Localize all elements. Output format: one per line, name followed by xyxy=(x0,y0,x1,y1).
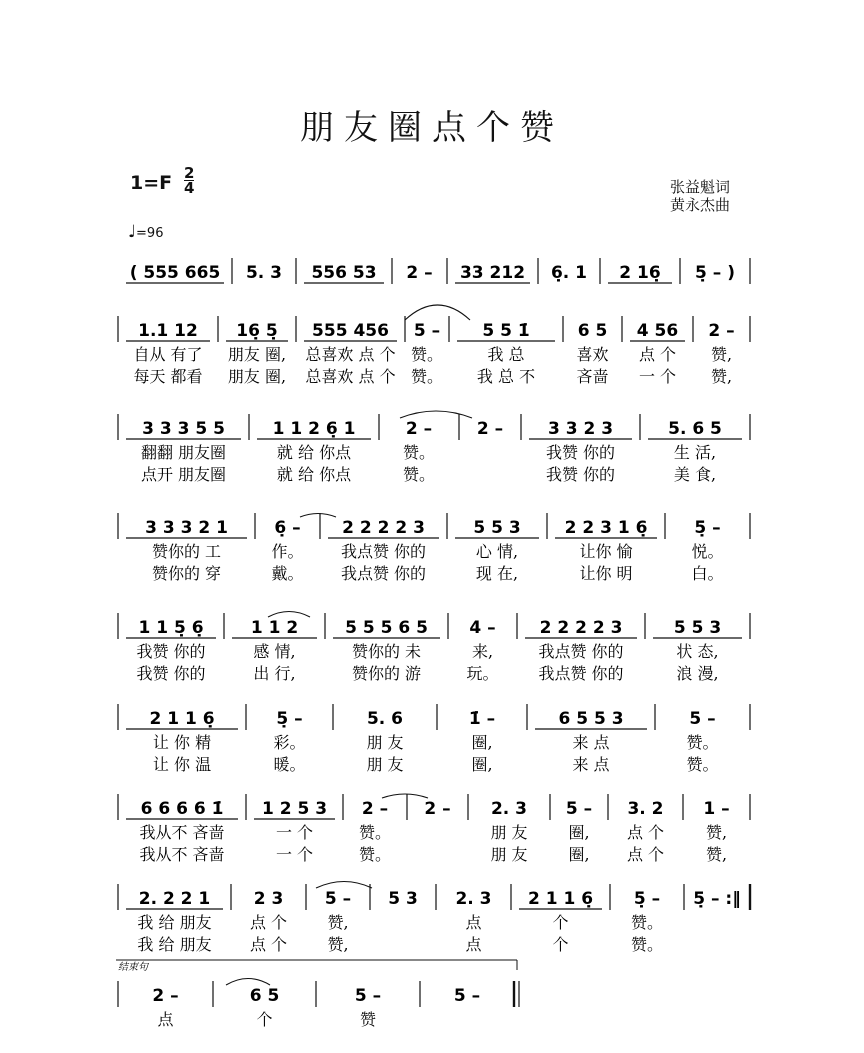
time-signature-bottom: 4 xyxy=(184,179,195,197)
quarter-note-icon: ♩ xyxy=(128,222,137,242)
lyric-verse-2: 朋 友 xyxy=(490,845,528,864)
lyric-verse-2: 我点赞 你的 xyxy=(340,564,427,583)
lyric-verse-2: 我赞 你的 xyxy=(136,664,206,683)
measure-notes: 5 5 1̇ xyxy=(482,321,530,341)
lyric-verse-2: 白。 xyxy=(691,564,724,583)
measure-notes: 16̣ 5̣ xyxy=(236,321,278,341)
lyric-verse-1: 赞, xyxy=(710,345,733,364)
measure-notes: 5 – xyxy=(565,799,593,819)
lyric-verse-1: 点 个 xyxy=(249,913,288,932)
lyric-verse-1: 点 xyxy=(157,1010,174,1029)
lyric-verse-1: 赞。 xyxy=(358,823,392,842)
measure-notes: 3 3 2 3 xyxy=(547,419,614,439)
lyric-verse-1: 赞, xyxy=(705,823,728,842)
lyric-verse-1: 来 点 xyxy=(572,733,610,752)
lyric-verse-1: 我赞 你的 xyxy=(545,443,616,462)
lyric-verse-2: 每天 都看 xyxy=(133,367,203,386)
lyric-verse-2: 个 xyxy=(552,935,569,954)
lyric-verse-2: 浪 漫, xyxy=(676,664,719,683)
measure-notes: 555 456 xyxy=(312,321,389,341)
lyric-verse-2: 点 个 xyxy=(249,935,288,954)
measure-notes: 4 56 xyxy=(636,321,679,341)
measure-notes: 1.1 12 xyxy=(138,321,198,341)
lyric-verse-1: 悦。 xyxy=(691,542,724,561)
lyric-verse-1: 朋 友 xyxy=(366,733,404,752)
lyric-verse-1: 就 给 你点 xyxy=(276,443,352,462)
slur xyxy=(382,794,428,798)
measure-notes: ( 555 665 xyxy=(129,263,221,283)
measure-notes: 2 – xyxy=(152,986,179,1006)
measure-notes: 6 6 6 6 1̇ xyxy=(140,799,224,819)
measure-notes: 2. 3 xyxy=(490,799,528,819)
measure-notes: 2 2 2 2 3 xyxy=(342,518,425,538)
measure-notes: 2 3 xyxy=(253,889,284,909)
measure-notes: 5 3 xyxy=(388,889,418,909)
lyric-verse-1: 心 情, xyxy=(475,542,519,561)
measure-notes: 2 2 3 1 6̣ xyxy=(564,518,648,538)
measure-notes: 1 1 2 xyxy=(250,618,299,638)
lyric-verse-1: 总喜欢 点 个 xyxy=(305,345,396,364)
lyric-verse-2: 一 个 xyxy=(638,367,677,386)
lyric-verse-2: 赞, xyxy=(327,935,349,954)
lyric-verse-2: 一 个 xyxy=(275,845,314,864)
lyric-verse-1: 我从不 吝啬 xyxy=(139,823,225,842)
lyric-verse-2: 吝啬 xyxy=(576,367,609,386)
measure-notes: 2 – xyxy=(361,799,389,819)
lyric-verse-1: 自从 有了 xyxy=(133,345,203,364)
measure-notes: 5 5 3 xyxy=(673,618,722,638)
lyric-verse-1: 朋 友 xyxy=(490,823,528,842)
measure-notes: 5 – xyxy=(324,889,352,909)
lyric-verse-1: 赞 xyxy=(359,1010,377,1029)
lyric-verse-2: 戴。 xyxy=(271,564,304,583)
measure-notes: 3 3 3 5 5 xyxy=(142,419,225,439)
lyric-verse-2: 点 xyxy=(465,935,482,954)
measure-notes: 5 – xyxy=(689,709,716,729)
measure-notes: 5̣ – xyxy=(633,889,661,909)
lyric-verse-1: 朋友 圈, xyxy=(227,345,287,364)
lyric-verse-1: 赞你的 工 xyxy=(151,542,222,561)
lyric-verse-1: 圈, xyxy=(568,823,590,842)
measure-notes: 6 5 5 3 xyxy=(558,709,624,729)
measure-notes: 5̣ – :‖ xyxy=(693,889,741,909)
slur xyxy=(405,305,470,320)
measure-notes: 5 – xyxy=(413,321,441,341)
lyric-verse-2: 我 给 朋友 xyxy=(137,935,212,954)
slur xyxy=(316,882,372,889)
slur xyxy=(400,411,472,418)
lyric-verse-1: 彩。 xyxy=(273,733,306,752)
measure-notes: 5̣ – xyxy=(694,518,721,538)
lyric-verse-1: 赞。 xyxy=(686,733,719,752)
measure-notes: 6̣ – xyxy=(274,518,301,538)
lyric-verse-2: 朋友 圈, xyxy=(227,367,287,386)
lyric-verse-1: 生 活, xyxy=(673,443,717,462)
measure-notes: 2 – xyxy=(424,799,451,819)
lyric-verse-1: 我点赞 你的 xyxy=(340,542,427,561)
measure-notes: 2 – xyxy=(405,419,433,439)
lyric-verse-1: 我点赞 你的 xyxy=(538,642,624,661)
lyric-verse-1: 我 给 朋友 xyxy=(137,913,212,932)
lyric-verse-1: 状 态, xyxy=(676,642,719,661)
lyric-verse-1: 个 xyxy=(552,913,569,932)
lyric-verse-1: 让你 愉 xyxy=(579,542,633,561)
lyric-verse-2: 我点赞 你的 xyxy=(538,664,624,683)
measure-notes: 556 53 xyxy=(311,263,377,283)
tempo-value: =96 xyxy=(136,226,164,241)
lyric-verse-1: 点 xyxy=(465,913,482,932)
lyric-verse-2: 就 给 你点 xyxy=(276,465,352,484)
lyric-verse-1: 个 xyxy=(256,1010,273,1029)
lyric-verse-2: 圈, xyxy=(471,755,493,774)
lyric-verse-2: 赞。 xyxy=(686,755,719,774)
measure-notes: 1 1 5̣ 6̣ xyxy=(138,618,204,638)
lyric-verse-2: 赞。 xyxy=(630,935,664,954)
measure-notes: 5̣ – xyxy=(276,709,303,729)
slur xyxy=(226,979,270,986)
measure-notes: 3 3 3 2 1 xyxy=(145,518,228,538)
lyric-verse-1: 赞。 xyxy=(402,443,436,462)
measure-notes: 2 1 1 6̣ xyxy=(149,709,215,729)
lyric-verse-2: 赞, xyxy=(710,367,733,386)
lyric-verse-1: 来, xyxy=(471,642,494,661)
lyric-verse-1: 感 情, xyxy=(253,642,296,661)
measure-notes: 2 16̣ xyxy=(619,263,661,283)
measure-notes: 5 5 3 xyxy=(473,518,521,538)
lyric-verse-2: 我赞 你的 xyxy=(545,465,616,484)
lyric-verse-1: 作。 xyxy=(271,542,304,561)
measure-notes: 2 2 2 2 3 xyxy=(539,618,623,638)
lyric-verse-1: 圈, xyxy=(471,733,493,752)
lyric-verse-1: 点 个 xyxy=(626,823,665,842)
lyric-verse-2: 赞你的 穿 xyxy=(151,564,222,583)
measure-notes: 6̣. 1 xyxy=(550,263,588,283)
measure-notes: 1 1 2 6̣ 1 xyxy=(272,419,356,439)
measure-notes: 5. 6 xyxy=(366,709,404,729)
lyric-verse-1: 一 个 xyxy=(275,823,314,842)
lyric-verse-2: 总喜欢 点 个 xyxy=(305,367,396,386)
measure-notes: 5̣ – ) xyxy=(695,263,735,283)
lyric-verse-1: 我 总 xyxy=(487,345,525,364)
lyric-verse-2: 我从不 吝啬 xyxy=(139,845,225,864)
lyric-verse-2: 赞。 xyxy=(402,465,436,484)
lyric-verse-2: 赞, xyxy=(705,845,728,864)
coda-label: 结束句 xyxy=(118,962,148,973)
lyric-verse-2: 出 行, xyxy=(253,664,296,683)
lyric-verse-2: 点 个 xyxy=(626,845,665,864)
lyric-verse-2: 赞。 xyxy=(358,845,392,864)
lyric-verse-1: 赞, xyxy=(327,913,349,932)
measure-notes: 5 5 5 6 5 xyxy=(345,618,428,638)
measure-notes: 5. 6 5 xyxy=(668,419,722,439)
measure-notes: 2 – xyxy=(708,321,735,341)
lyric-verse-2: 我 总 不 xyxy=(476,367,536,386)
lyric-verse-2: 来 点 xyxy=(572,755,610,774)
measure-notes: 5. 3 xyxy=(245,263,283,283)
lyric-verse-2: 赞你的 游 xyxy=(351,664,422,683)
measure-notes: 33 212 xyxy=(459,263,526,283)
lyric-verse-1: 赞。 xyxy=(630,913,664,932)
measure-notes: 4 – xyxy=(469,618,496,638)
slur xyxy=(300,514,336,518)
measure-notes: 5 – xyxy=(354,986,382,1006)
lyric-verse-1: 翻翻 朋友圈 xyxy=(140,443,227,462)
lyric-verse-1: 让 你 精 xyxy=(152,733,212,752)
lyric-verse-2: 美 食, xyxy=(673,465,717,484)
lyric-verse-2: 让 你 温 xyxy=(152,755,212,774)
key-signature: 1=F xyxy=(130,172,173,194)
measure-notes: 2. 2 2 1 xyxy=(138,889,211,909)
measure-notes: 2 1 1 6̣ xyxy=(527,889,594,909)
lyricist-credit: 张益魁词 xyxy=(670,178,731,196)
measure-notes: 2 – xyxy=(406,263,433,283)
measure-notes: 1 2 5 3 xyxy=(261,799,328,819)
lyric-verse-2: 朋 友 xyxy=(366,755,404,774)
lyric-verse-2: 玩。 xyxy=(466,664,499,683)
slur xyxy=(268,612,310,618)
lyric-verse-2: 暖。 xyxy=(273,755,306,774)
lyric-verse-2: 现 在, xyxy=(475,564,519,583)
lyric-verse-2: 赞。 xyxy=(410,367,444,386)
song-title: 朋友圈点个赞 xyxy=(300,108,564,148)
measure-notes: 5 – xyxy=(453,986,481,1006)
lyric-verse-2: 让你 明 xyxy=(579,564,633,583)
time-signature-top: 2 xyxy=(184,164,195,182)
measure-notes: 6 5 xyxy=(577,321,608,341)
measure-notes: 3. 2 xyxy=(627,799,664,819)
lyric-verse-1: 赞你的 未 xyxy=(351,642,422,661)
lyric-verse-1: 赞。 xyxy=(410,345,444,364)
measure-notes: 2 – xyxy=(476,419,504,439)
composer-credit: 黄永杰曲 xyxy=(670,196,731,214)
measure-notes: 1̇ – xyxy=(468,709,496,729)
lyric-verse-1: 点 个 xyxy=(638,345,677,364)
measure-notes: 2. 3 xyxy=(455,889,492,909)
lyric-verse-2: 点开 朋友圈 xyxy=(140,465,227,484)
lyric-verse-1: 我赞 你的 xyxy=(136,642,206,661)
measure-notes: 6 5 xyxy=(249,986,280,1006)
lyric-verse-1: 喜欢 xyxy=(576,345,609,364)
measure-notes: 1 – xyxy=(703,799,730,819)
lyric-verse-2: 圈, xyxy=(568,845,590,864)
